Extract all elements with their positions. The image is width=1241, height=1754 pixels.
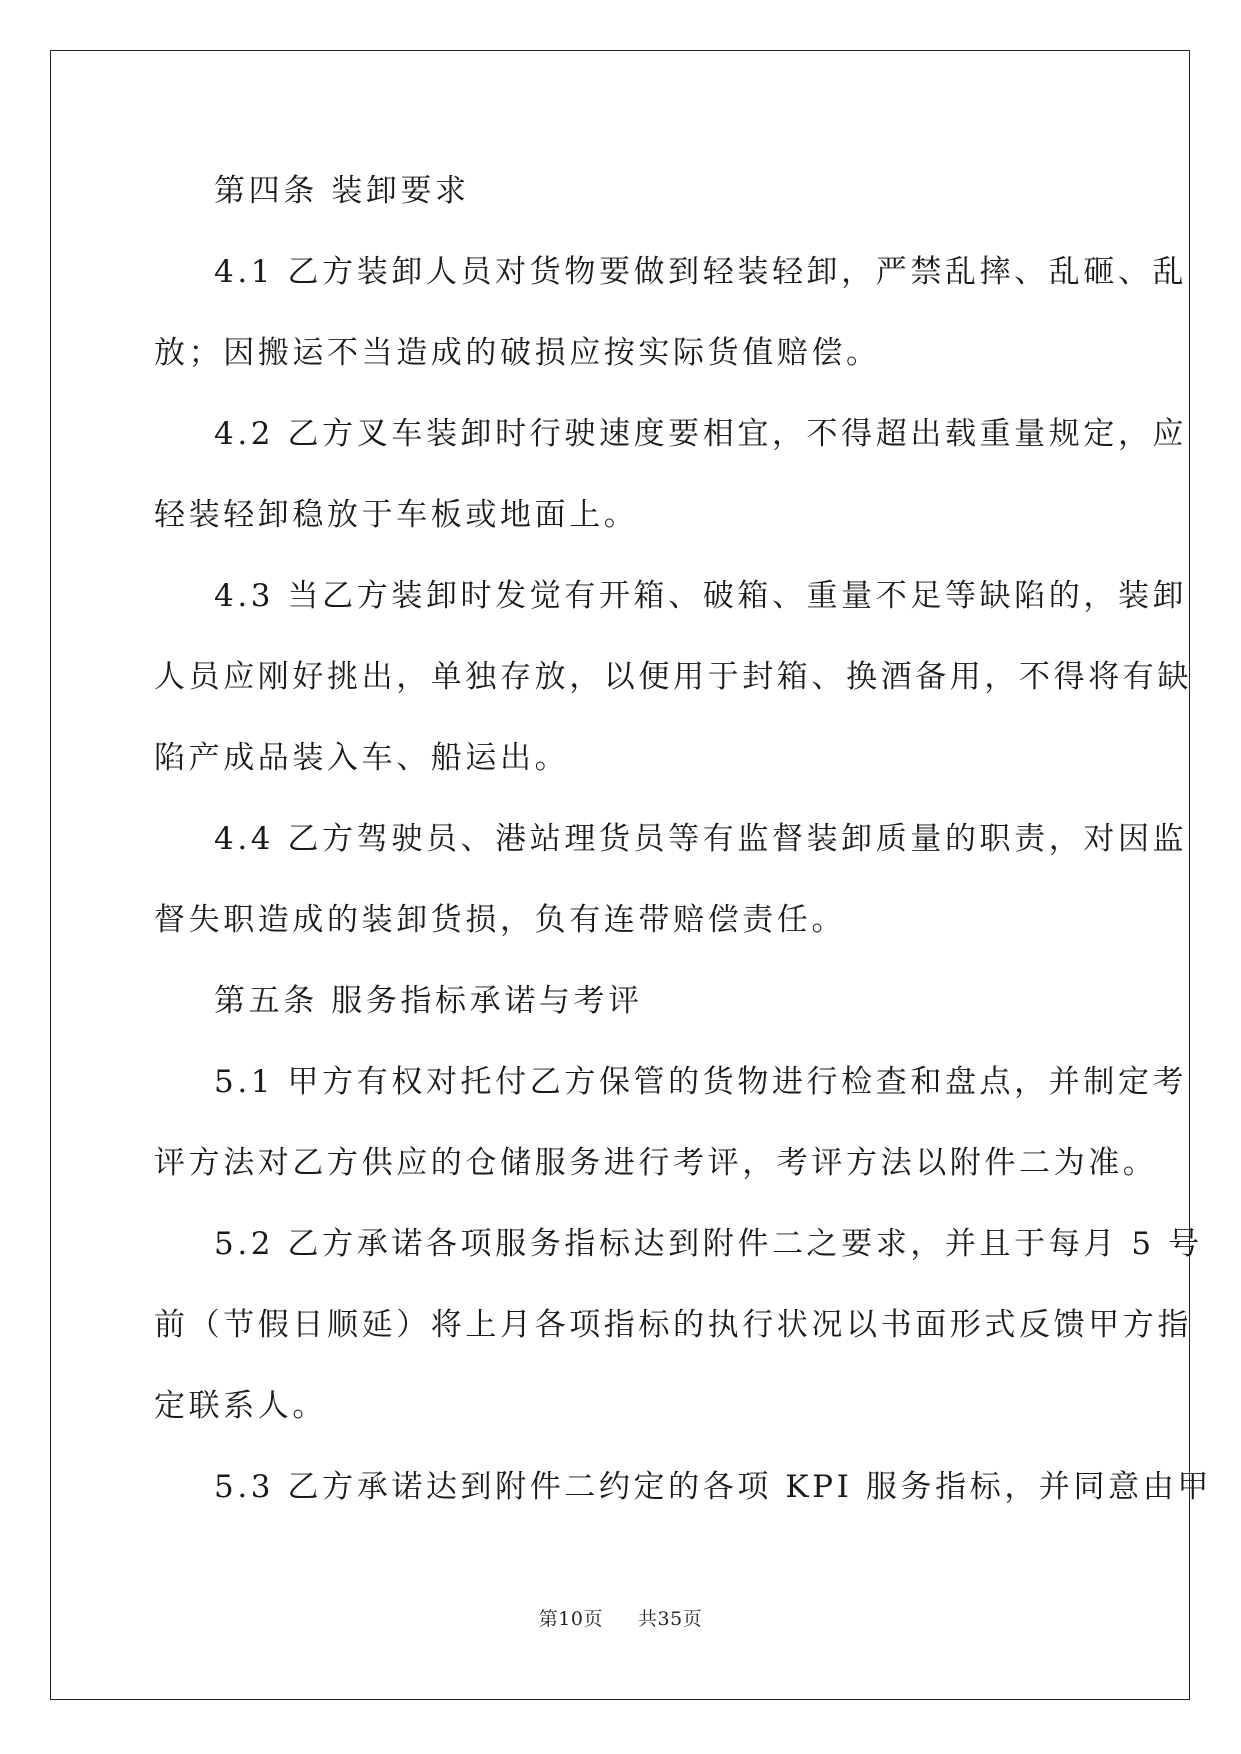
section-heading-4: 第四条 装卸要求	[214, 173, 470, 209]
paragraph-5-2-line-1: 5.2 乙方承诺各项服务指标达到附件二之要求，并且于每月 5 号	[214, 1226, 1203, 1262]
paragraph-4-1-line-2: 放；因搬运不当造成的破损应按实际货值赔偿。	[154, 335, 881, 371]
paragraph-5-1-line-1: 5.1 甲方有权对托付乙方保管的货物进行检查和盘点，并制定考	[214, 1064, 1188, 1100]
page-footer	[0, 1604, 1241, 1631]
page-number: 第10页	[538, 1608, 603, 1630]
paragraph-4-3-line-1: 4.3 当乙方装卸时发觉有开箱、破箱、重量不足等缺陷的，装卸	[214, 578, 1188, 614]
paragraph-5-1-line-2: 评方法对乙方供应的仓储服务进行考评，考评方法以附件二为准。	[154, 1145, 1158, 1181]
paragraph-5-3-line-1: 5.3 乙方承诺达到附件二约定的各项 KPI 服务指标，并同意由甲	[214, 1469, 1212, 1505]
paragraph-4-2-line-2: 轻装轻卸稳放于车板或地面上。	[154, 497, 639, 533]
paragraph-4-4-line-1: 4.4 乙方驾驶员、港站理货员等有监督装卸质量的职责，对因监	[214, 821, 1188, 857]
paragraph-4-1-line-1: 4.1 乙方装卸人员对货物要做到轻装轻卸，严禁乱摔、乱砸、乱	[214, 254, 1188, 290]
page-total: 共35页	[638, 1608, 703, 1630]
document-body	[154, 164, 1212, 1541]
paragraph-5-2-line-3: 定联系人。	[154, 1388, 327, 1424]
paragraph-4-4-line-2: 督失职造成的装卸货损，负有连带赔偿责任。	[154, 902, 846, 938]
paragraph-4-3-line-3: 陷产成品装入车、船运出。	[154, 740, 570, 776]
section-heading-5: 第五条 服务指标承诺与考评	[214, 983, 643, 1019]
paragraph-5-2-line-2: 前（节假日顺延）将上月各项指标的执行状况以书面形式反馈甲方指	[154, 1307, 1192, 1343]
paragraph-4-2-line-1: 4.2 乙方叉车装卸时行驶速度要相宜，不得超出载重量规定，应	[214, 416, 1188, 452]
paragraph-4-3-line-2: 人员应刚好挑出，单独存放，以便用于封箱、换酒备用，不得将有缺	[154, 659, 1192, 695]
